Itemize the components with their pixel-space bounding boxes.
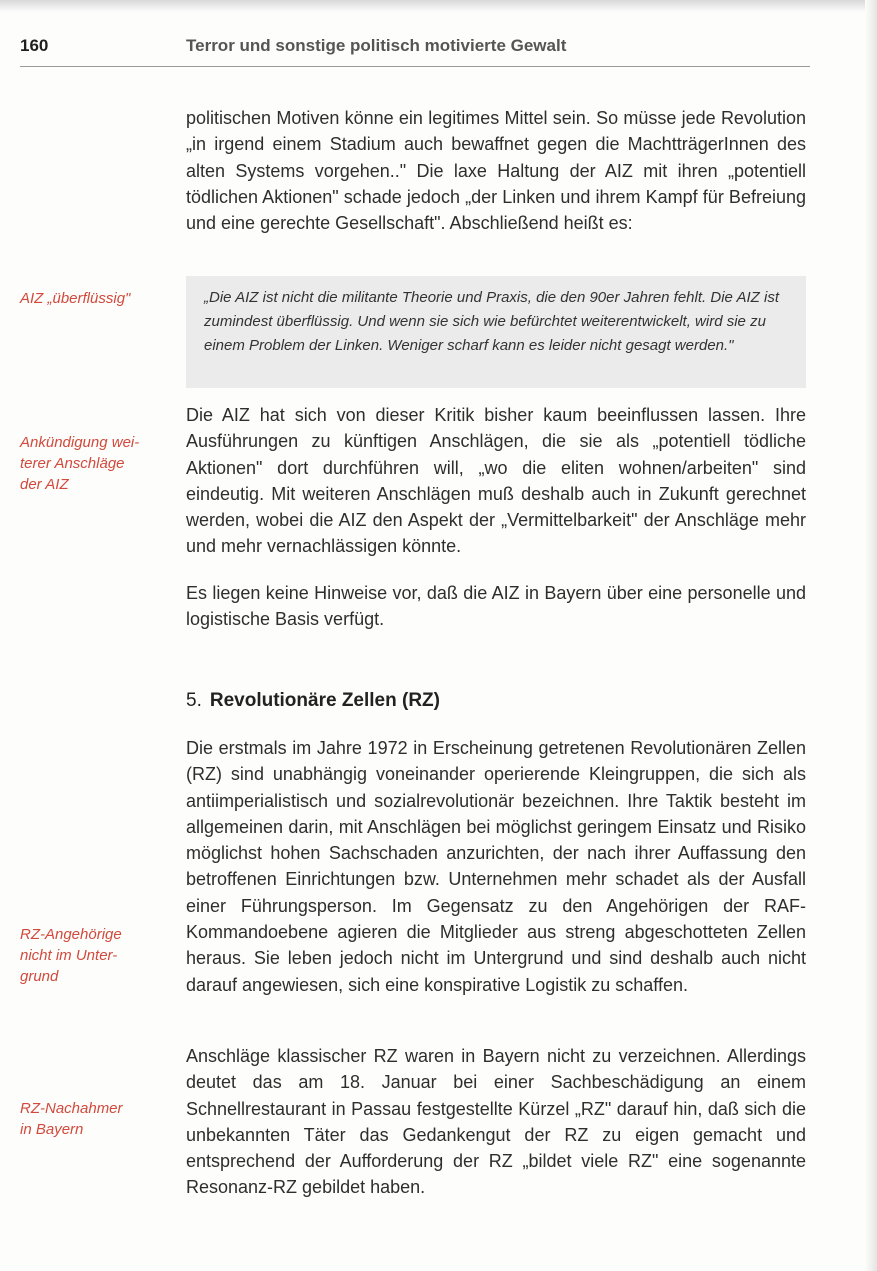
block-quote bbox=[186, 276, 806, 388]
margin-note: AIZ „überflüssig" bbox=[20, 290, 131, 307]
body-paragraph: politischen Motiven könne ein legitimes Mittel sein. So müsse jede Revolution „in irgend einem Stadium auch bewaffnet gegen die MachtträgerInnen des alten Systems vorgehen.." Die laxe Haltung der AIZ mit ihren „potentiell tödlichen Aktionen" schade jedoch „der Linken und ihrem Kampf für Befreiung und eine gerechte Gesellschaft". Abschließend heißt es: bbox=[186, 108, 806, 234]
body-paragraph: Es liegen keine Hinweise vor, daß die AIZ in Bayern über eine personelle und logistische Basis verfügt. bbox=[186, 583, 806, 630]
margin-note: RZ-Nachahmer in Bayern bbox=[20, 1100, 123, 1138]
margin-note: Ankündigung wei- terer Anschläge der AIZ bbox=[20, 434, 140, 493]
running-title: Terror und sonstige politisch motivierte Gewalt bbox=[186, 36, 567, 55]
section-title: Revolutionäre Zellen (RZ) bbox=[209, 690, 440, 711]
section-number: 5. bbox=[186, 690, 202, 711]
quote-text: „Die AIZ ist nicht die militante Theorie und Praxis, die den 90er Jahren fehlt. Die AIZ ist zumindest überflüssig. Und wenn sie sich wie befürchtet weiterentwickelt, wird sie zu einem Problem der Linken. Weniger scharf kann es leider nicht gesagt werden." bbox=[204, 289, 779, 354]
margin-note: RZ-Angehörige nicht im Unter- grund bbox=[20, 926, 122, 985]
body-paragraph: Anschläge klassischer RZ waren in Bayern nicht zu verzeichnen. Allerdings deutet das am 18. Januar bei einer Sachbeschädigung an einem Schnellrestaurant in Passau festgestellte Kürzel „RZ" darauf hin, daß sich die unbekannten Täter das Gedankengut der RZ zu eigen gemacht und entsprechend der Aufforderung der RZ „bildet viele RZ" eine sogenannte Resonanz-RZ gebildet haben. bbox=[186, 1046, 806, 1198]
section-heading bbox=[186, 690, 440, 712]
page-top-shadow bbox=[0, 0, 877, 12]
page-number: 160 bbox=[20, 36, 49, 55]
page-header bbox=[20, 36, 810, 67]
body-paragraph: Die erstmals im Jahre 1972 in Erscheinung getretenen Revolutionären Zellen (RZ) sind unabhängig voneinander operierende Kleingruppen, die sich als antiimperialistisch und sozialrevolutionär bezeichnen. Ihre Taktik besteht im allgemeinen darin, mit Anschlägen bei möglichst geringem Einsatz und Risiko möglichst hohen Sachschaden anzurichten, der nach ihrer Auffassung den betroffenen Einrichtungen bzw. Unternehmen mehr schadet als der Ausfall einer Führungsperson. Im Gegensatz zu den Angehörigen der RAF-Kommandoebene agieren die Mitglieder aus streng abgeschotteten Zellen heraus. Sie leben jedoch nicht im Untergrund und sind deshalb auch nicht darauf angewiesen, sich eine konspirative Logistik zu schaffen. bbox=[186, 738, 806, 995]
page-right-edge bbox=[865, 0, 877, 1271]
body-paragraph: Die AIZ hat sich von dieser Kritik bisher kaum beeinflussen lassen. Ihre Ausführungen zu künftigen Anschlägen, die sie als „potentiell tödliche Aktionen" dort durchführen will, „wo die eliten wohnen/arbeiten" sind eindeutig. Mit weiteren Anschlägen muß deshalb auch in Zukunft gerechnet werden, wobei die AIZ den Aspekt der „Vermittelbarkeit" der Anschläge mehr und mehr vernachlässigen könnte. bbox=[186, 405, 806, 557]
